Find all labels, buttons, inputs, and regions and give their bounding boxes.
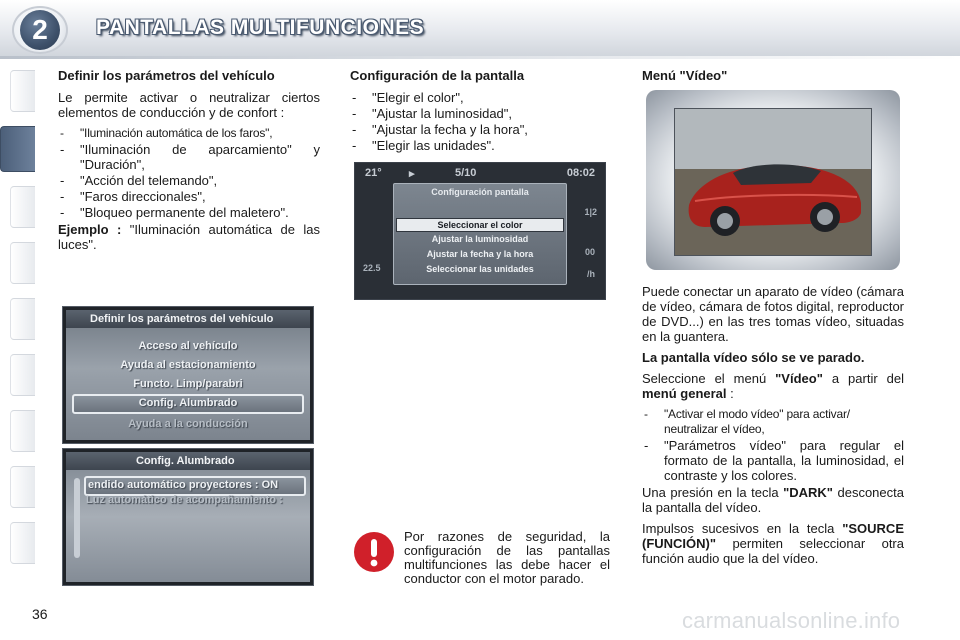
display-settings-section bbox=[350, 68, 610, 155]
text-fragment: a partir del bbox=[822, 371, 904, 386]
chapter-tabs bbox=[0, 70, 34, 580]
text-fragment: Impulsos sucesivos en la tecla bbox=[642, 521, 843, 536]
side-readout: 1|2 bbox=[584, 207, 597, 217]
video-options-list bbox=[642, 407, 904, 483]
play-icon: ▸ bbox=[409, 168, 415, 180]
chapter-tab-8 bbox=[10, 466, 35, 508]
chapter-tab-6 bbox=[10, 354, 35, 396]
screen-background bbox=[66, 452, 310, 582]
text-fragment: : bbox=[726, 386, 734, 401]
list-item: - "Bloqueo permanente del maletero". bbox=[58, 205, 320, 220]
source-key-paragraph bbox=[642, 521, 904, 566]
chapter-tab-4 bbox=[10, 242, 35, 284]
video-intro: Puede conectar un aparato de vídeo (cámara de vídeo, cámara de fotos digital, reproductor de DVD...) en las tres tomas vídeo, situadas en la guantera. bbox=[642, 284, 904, 344]
page-title: PANTALLAS MULTIFUNCIONES bbox=[96, 16, 425, 39]
chapter-tab-3 bbox=[10, 186, 35, 228]
screen-menu-item: Luz automático de acompañamiento : bbox=[86, 494, 283, 506]
side-readout: 00 bbox=[584, 247, 595, 257]
vehicle-settings-section bbox=[58, 68, 320, 258]
screen-title: Config. Alumbrado bbox=[66, 452, 310, 470]
display-settings-list bbox=[350, 90, 610, 153]
screen-status-bar bbox=[365, 167, 595, 181]
screen-menu-item-selected: endido automático proyectores : ON bbox=[84, 476, 306, 496]
video-menu-name: "Vídeo" bbox=[775, 371, 823, 386]
list-item: - "Elegir las unidades". bbox=[350, 138, 610, 153]
list-item: - "Ajustar la fecha y la hora", bbox=[350, 122, 610, 137]
car-photo bbox=[674, 108, 872, 256]
dark-key-name: "DARK" bbox=[783, 485, 833, 500]
track-readout: 5/10 bbox=[455, 167, 477, 179]
warning-icon bbox=[352, 530, 396, 574]
screen-menu-item: Ayuda a la conducción bbox=[128, 418, 248, 430]
text-fragment: desconecta la pantalla del vídeo. bbox=[642, 485, 904, 515]
list-item: - "Elegir el color", bbox=[350, 90, 610, 105]
list-item: - "Iluminación de aparcamiento" y "Duración", bbox=[58, 142, 320, 172]
side-readout: 22.5 bbox=[363, 263, 381, 273]
temperature-readout: 21° bbox=[365, 167, 382, 179]
chapter-tab-7 bbox=[10, 410, 35, 452]
screen-menu-item: Ajustar la luminosidad bbox=[431, 234, 529, 244]
red-car-image bbox=[675, 109, 871, 255]
video-screen-illustration bbox=[646, 90, 900, 270]
list-item: - "Activar el modo vídeo" para activar/ neutralizar el vídeo, bbox=[642, 407, 904, 437]
display-config-menu bbox=[393, 183, 567, 285]
screen-menu-item: Seleccionar las unidades bbox=[426, 264, 534, 274]
list-item: - "Ajustar la luminosidad", bbox=[350, 106, 610, 121]
list-item: - "Acción del telemando", bbox=[58, 173, 320, 188]
screen-menu-item: Ayuda al estacionamiento bbox=[120, 359, 256, 371]
page-header bbox=[0, 0, 960, 58]
header-divider bbox=[0, 56, 960, 59]
list-item: - "Faros direccionales", bbox=[58, 189, 320, 204]
video-stopped-note: La pantalla vídeo sólo se ve parado. bbox=[642, 350, 865, 365]
site-watermark: carmanualsonline.info bbox=[682, 608, 901, 633]
screen-menu-item: Acceso al vehículo bbox=[138, 340, 238, 352]
chapter-tab-5 bbox=[10, 298, 35, 340]
chapter-number: 2 bbox=[20, 10, 60, 50]
display-config-screen bbox=[354, 162, 606, 300]
clock-readout: 08:02 bbox=[566, 167, 595, 179]
lighting-config-screen bbox=[62, 448, 314, 586]
screen-title: Definir los parámetros del vehículo bbox=[66, 310, 310, 328]
screen-menu-item-selected: Seleccionar el color bbox=[396, 218, 564, 232]
chapter-tab-1 bbox=[10, 70, 35, 112]
text-fragment: Seleccione el menú bbox=[642, 371, 776, 386]
page-number: 36 bbox=[32, 606, 48, 622]
video-select-instruction bbox=[642, 371, 904, 401]
example-text: "Iluminación automática de las luces". bbox=[58, 222, 320, 252]
screen-menu-item: Functo. Limp/parabri bbox=[133, 378, 243, 390]
source-key-name: "SOURCE (FUNCIÓN)" bbox=[642, 521, 904, 551]
side-readout: /h bbox=[587, 269, 595, 279]
display-settings-heading: Configuración de la pantalla bbox=[350, 68, 525, 83]
screen-menu-item-selected: Config. Alumbrado bbox=[72, 394, 304, 414]
vehicle-settings-intro: Le permite activar o neutralizar ciertos elementos de conducción y de confort : bbox=[58, 90, 320, 120]
video-menu-section bbox=[642, 68, 904, 90]
screen-menu-item: Ajustar la fecha y la hora bbox=[426, 249, 534, 259]
screen-background bbox=[66, 310, 310, 440]
example-paragraph bbox=[58, 222, 320, 252]
screen-title: Configuración pantalla bbox=[431, 187, 529, 197]
example-label: Ejemplo : bbox=[58, 222, 122, 237]
safety-warning-text: Por razones de seguridad, la configuración de las pantallas multifunciones las debe hacer el conductor con el motor parado. bbox=[404, 529, 610, 586]
vehicle-settings-heading: Definir los parámetros del vehículo bbox=[58, 68, 275, 83]
screen-scrollbar bbox=[74, 478, 80, 558]
chapter-tab-9 bbox=[10, 522, 35, 564]
list-item: - "Iluminación automática de los faros", bbox=[58, 126, 320, 141]
video-menu-body bbox=[642, 284, 904, 572]
chapter-tab-2-active bbox=[0, 126, 35, 172]
vehicle-parameters-screen bbox=[62, 306, 314, 444]
list-item: - "Parámetros vídeo" para regular el formato de la pantalla, la luminosidad, el contraste y los colores. bbox=[642, 438, 904, 483]
general-menu-name: menú general bbox=[642, 386, 727, 401]
vehicle-settings-list bbox=[58, 126, 320, 220]
text-fragment: permiten seleccionar otra función audio que la del vídeo. bbox=[642, 536, 904, 566]
dark-key-paragraph bbox=[642, 485, 904, 515]
chapter-badge bbox=[12, 6, 68, 54]
video-menu-heading: Menú "Vídeo" bbox=[642, 68, 728, 83]
text-fragment: Una presión en la tecla bbox=[642, 485, 784, 500]
